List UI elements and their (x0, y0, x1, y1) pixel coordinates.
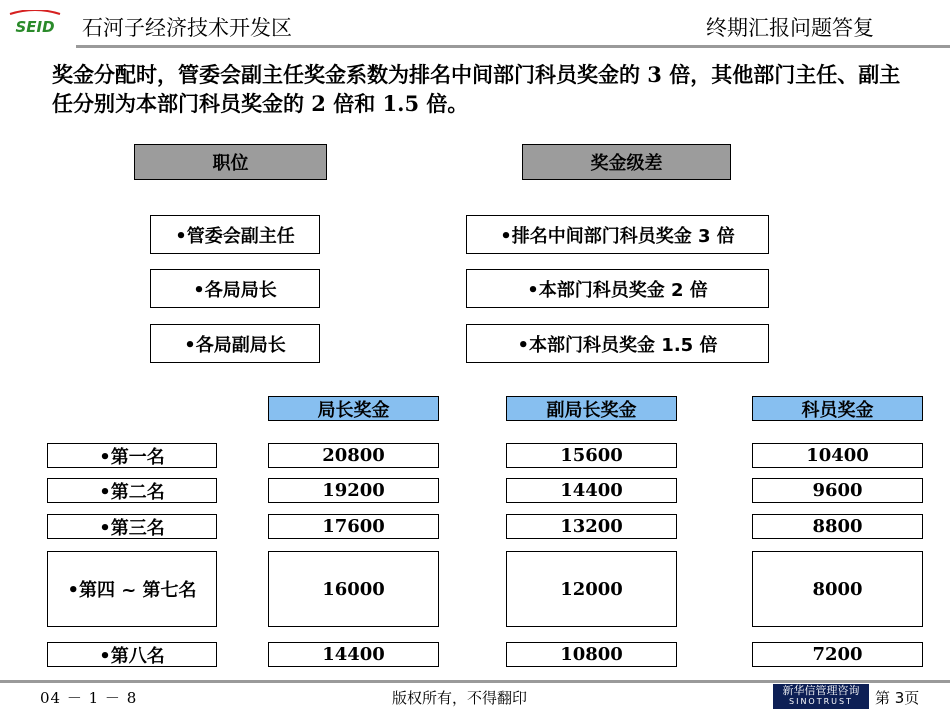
table-cell: 15600 (506, 443, 677, 468)
table-cell: 13200 (506, 514, 677, 539)
report-title: 终期汇报问题答复 (706, 16, 874, 40)
header-divider (76, 45, 950, 48)
footer-date: 04 － 1 － 8 (40, 689, 138, 707)
sinotrust-logo (773, 684, 869, 709)
position-vice-director: •管委会副主任 (150, 215, 320, 254)
rank-label: •第八名 (47, 642, 217, 667)
column-header-deputy-bonus: 副局长奖金 (506, 396, 677, 421)
table-cell: 14400 (506, 478, 677, 503)
table-cell: 7200 (752, 642, 923, 667)
logo-text: SEID (15, 18, 55, 36)
position-header: 职位 (134, 144, 327, 180)
footer-divider (0, 680, 950, 683)
level-header: 奖金级差 (522, 144, 731, 180)
table-cell: 8000 (752, 551, 923, 627)
table-cell: 12000 (506, 551, 677, 627)
table-cell: 16000 (268, 551, 439, 627)
column-header-clerk-bonus: 科员奖金 (752, 396, 923, 421)
position-deputy-chief: •各局副局长 (150, 324, 320, 363)
multiplier-deputy-chief: •本部门科员奖金 1.5 倍 (466, 324, 769, 363)
intro-text: 奖金分配时，管委会副主任奖金系数为排名中间部门科员奖金的 3 倍，其他部门主任、副主任分别为本部门科员奖金的 2 倍和 1.5 倍。 (52, 62, 901, 116)
footer-copyright: 版权所有，不得翻印 (392, 689, 528, 707)
table-cell: 20800 (268, 443, 439, 468)
column-header-chief-bonus: 局长奖金 (268, 396, 439, 421)
position-bureau-chief: •各局局长 (150, 269, 320, 308)
brand-en: SINOTRUST (789, 697, 853, 706)
table-cell: 19200 (268, 478, 439, 503)
rank-label: •第一名 (47, 443, 217, 468)
rank-label: •第三名 (47, 514, 217, 539)
table-cell: 17600 (268, 514, 439, 539)
brand-cn: 新华信管理咨询 (782, 684, 860, 697)
rank-label: •第二名 (47, 478, 217, 503)
page-number: 第 3页 (875, 689, 920, 707)
table-cell: 10800 (506, 642, 677, 667)
multiplier-vice-director: •排名中间部门科员奖金 3 倍 (466, 215, 769, 254)
table-cell: 8800 (752, 514, 923, 539)
table-cell: 10400 (752, 443, 923, 468)
org-name: 石河子经济技术开发区 (82, 16, 292, 40)
table-cell: 9600 (752, 478, 923, 503)
rank-label: •第四 ~ 第七名 (47, 551, 217, 627)
seid-logo (6, 10, 64, 40)
table-cell: 14400 (268, 642, 439, 667)
multiplier-bureau-chief: •本部门科员奖金 2 倍 (466, 269, 769, 308)
